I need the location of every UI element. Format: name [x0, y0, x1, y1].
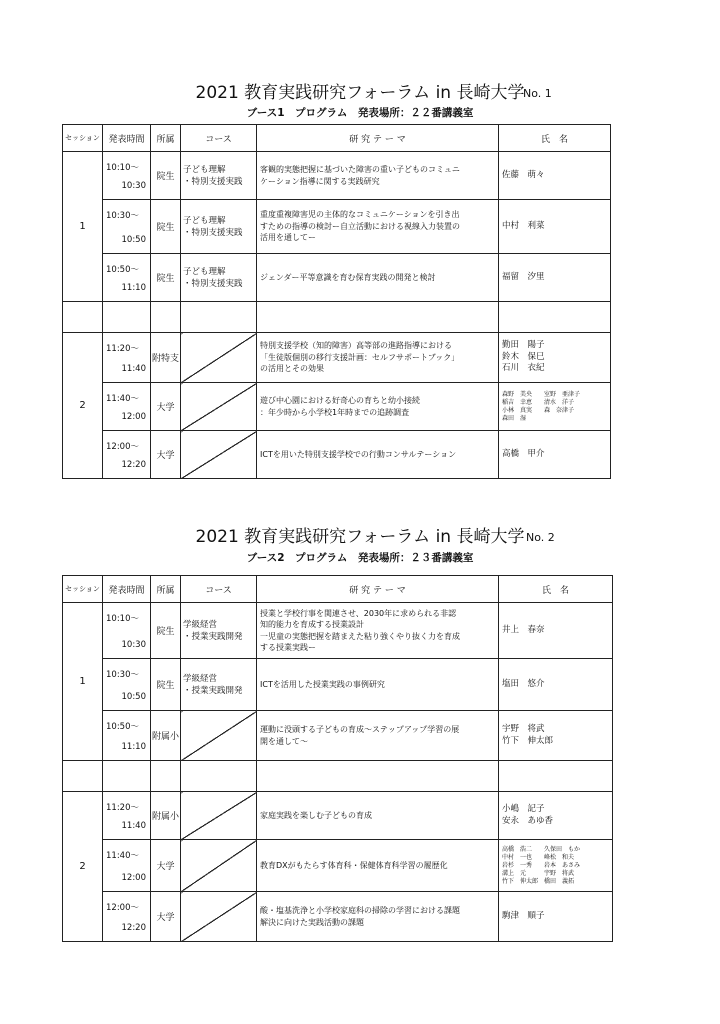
presenter-names: 駒津 順子 [499, 892, 613, 942]
start-time: 11:20～ [106, 803, 139, 813]
course: 子ども理解 ・特別支援実践 [181, 254, 257, 302]
presenter-names: 井上 春奈 [499, 603, 613, 659]
end-time: 12:00 [121, 412, 146, 422]
research-theme: 家庭実践を楽しむ子どもの育成 [257, 792, 499, 840]
time-cell [103, 152, 151, 200]
end-time: 12:20 [121, 460, 146, 470]
spacer-row [63, 761, 613, 792]
course: 学級経営 ・授業実践開発 [181, 659, 257, 711]
section-title: 2021 教育実践研究フォーラム in 長崎大学 [195, 83, 525, 103]
presenter-names: 高橋 浩二 久保田 もか 中村 一也 峰松 和夫 岩杉 一秀 岩本 あさみ 溝上 元 宇野 将武 竹下 伸太郎 橋田 義拓 [499, 840, 613, 892]
end-time: 10:50 [121, 235, 146, 245]
research-theme: 運動に没頭する子どもの育成～ステップアップ学習の展 開を通して～ [257, 711, 499, 761]
end-time: 12:00 [121, 873, 146, 883]
presenter-names: 勤田 陽子 鈴木 保巳 石川 衣紀 [499, 333, 611, 383]
presenter-names: 中村 利菜 [499, 200, 611, 254]
research-theme: 重度重複障害児の主体的なコミュニケーションを引き出 すための指導の検討ー自立活動における視線入力装置の 活用を通してー [257, 200, 499, 254]
course: 子ども理解 ・特別支援実践 [181, 152, 257, 200]
time-cell [103, 603, 151, 659]
affiliation: 附特支 [151, 333, 181, 383]
presenter-names: 森野 美央 室野 亜津子 稲吉 幸恵 清水 洋子 小林 真実 森 奈津子 森田 湿 [499, 383, 611, 431]
start-time: 10:50～ [106, 722, 139, 732]
header-course: コース [181, 125, 257, 152]
header-affiliation: 所属 [151, 576, 181, 603]
program-table [62, 124, 611, 479]
header-names: 氏 名 [499, 125, 611, 152]
course: 学級経営 ・授業実践開発 [181, 603, 257, 659]
research-theme: ICTを活用した授業実践の事例研究 [257, 659, 499, 711]
table-row [63, 152, 611, 200]
research-theme: ジェンダー平等意識を育む保育実践の開発と検討 [257, 254, 499, 302]
time-cell [103, 383, 151, 431]
time-cell [103, 792, 151, 840]
course-empty-cell [181, 892, 257, 942]
affiliation: 院生 [151, 152, 181, 200]
presenter-names: 宇野 将武 竹下 伸太郎 [499, 711, 613, 761]
start-time: 10:30～ [106, 211, 139, 221]
page-number: No. 1 [523, 87, 552, 100]
time-cell [103, 333, 151, 383]
course-empty-cell [181, 711, 257, 761]
table-row [63, 254, 611, 302]
table-row [63, 659, 613, 711]
table-row [63, 333, 611, 383]
end-time: 11:40 [121, 821, 146, 831]
end-time: 12:20 [121, 923, 146, 933]
research-theme: 遊び中心園における好奇心の育ちと幼小接続 ：年少時から小学校1年時までの追跡調査 [257, 383, 499, 431]
section-subtitle: ブース1 プログラム 発表場所：２２番講義室 [246, 107, 474, 119]
session-number: 2 [63, 333, 103, 479]
affiliation: 院生 [151, 200, 181, 254]
affiliation: 大学 [151, 892, 181, 942]
research-theme: ICTを用いた特別支援学校での行動コンサルテーション [257, 431, 499, 479]
header-affiliation: 所属 [151, 125, 181, 152]
affiliation: 院生 [151, 254, 181, 302]
session-number: 1 [63, 603, 103, 761]
end-time: 11:40 [121, 364, 146, 374]
course-empty-cell [181, 333, 257, 383]
end-time: 11:10 [121, 742, 146, 752]
course: 子ども理解 ・特別支援実践 [181, 200, 257, 254]
affiliation: 大学 [151, 840, 181, 892]
course-empty-cell [181, 792, 257, 840]
start-time: 10:30～ [106, 670, 139, 680]
course-empty-cell [181, 840, 257, 892]
presenter-names: 佐藤 萌々 [499, 152, 611, 200]
spacer-row [63, 302, 611, 333]
header-session: セッション [63, 576, 103, 603]
time-cell [103, 659, 151, 711]
page-number: No. 2 [526, 531, 555, 544]
program-table [62, 575, 613, 942]
header-session: セッション [63, 125, 103, 152]
section-subtitle: ブース2 プログラム 発表場所：２３番講義室 [246, 552, 474, 564]
start-time: 10:10～ [106, 163, 139, 173]
start-time: 12:00～ [106, 442, 139, 452]
start-time: 11:40～ [106, 851, 139, 861]
table-row [63, 711, 613, 761]
time-cell [103, 711, 151, 761]
time-cell [103, 892, 151, 942]
header-names: 氏 名 [499, 576, 613, 603]
affiliation: 附属小 [151, 792, 181, 840]
affiliation: 附属小 [151, 711, 181, 761]
research-theme: 教育DXがもたらす体育科・保健体育科学習の履歴化 [257, 840, 499, 892]
research-theme: 特別支援学校（知的障害）高等部の進路指導における 「生徒版個別の移行支援計画：セルフサポートブック」 の活用とその効果 [257, 333, 499, 383]
header-time: 発表時間 [103, 125, 151, 152]
affiliation: 大学 [151, 383, 181, 431]
presenter-names: 高橋 甲介 [499, 431, 611, 479]
affiliation: 院生 [151, 603, 181, 659]
start-time: 12:00～ [106, 903, 139, 913]
header-course: コース [181, 576, 257, 603]
research-theme: 客観的実態把握に基づいた障害の重い子どものコミュニ ケーション指導に関する実践研究 [257, 152, 499, 200]
header-time: 発表時間 [103, 576, 151, 603]
section-title: 2021 教育実践研究フォーラム in 長崎大学 [195, 527, 525, 547]
table-row [63, 431, 611, 479]
time-cell [103, 254, 151, 302]
end-time: 10:30 [121, 640, 146, 650]
table-row [63, 200, 611, 254]
affiliation: 院生 [151, 659, 181, 711]
presenter-names: 塩田 悠介 [499, 659, 613, 711]
session-number: 2 [63, 792, 103, 942]
table-row [63, 892, 613, 942]
start-time: 11:40～ [106, 394, 139, 404]
table-row [63, 840, 613, 892]
course-empty-cell [181, 383, 257, 431]
header-theme: 研 究 テ ー マ [257, 125, 499, 152]
start-time: 10:50～ [106, 265, 139, 275]
table-header-row [63, 576, 613, 603]
end-time: 10:30 [121, 181, 146, 191]
presenter-names: 小嶋 記子 安永 あゆ香 [499, 792, 613, 840]
time-cell [103, 200, 151, 254]
table-row [63, 792, 613, 840]
time-cell [103, 840, 151, 892]
end-time: 11:10 [121, 283, 146, 293]
session-number: 1 [63, 152, 103, 302]
time-cell [103, 431, 151, 479]
table-row [63, 603, 613, 659]
course-empty-cell [181, 431, 257, 479]
header-theme: 研 究 テ ー マ [257, 576, 499, 603]
table-header-row [63, 125, 611, 152]
presenter-names: 福留 汐里 [499, 254, 611, 302]
start-time: 10:10～ [106, 614, 139, 624]
table-row [63, 383, 611, 431]
start-time: 11:20～ [106, 344, 139, 354]
research-theme: 授業と学校行事を関連させ、2030年に求められる非認 知的能力を育成する授業設計 一児童の実態把握を踏まえた粘り強くやり抜く力を育成 する授業実践ー [257, 603, 499, 659]
research-theme: 酸・塩基洗浄と小学校家庭科の掃除の学習における課題 解決に向けた実践活動の課題 [257, 892, 499, 942]
end-time: 10:50 [121, 692, 146, 702]
affiliation: 大学 [151, 431, 181, 479]
